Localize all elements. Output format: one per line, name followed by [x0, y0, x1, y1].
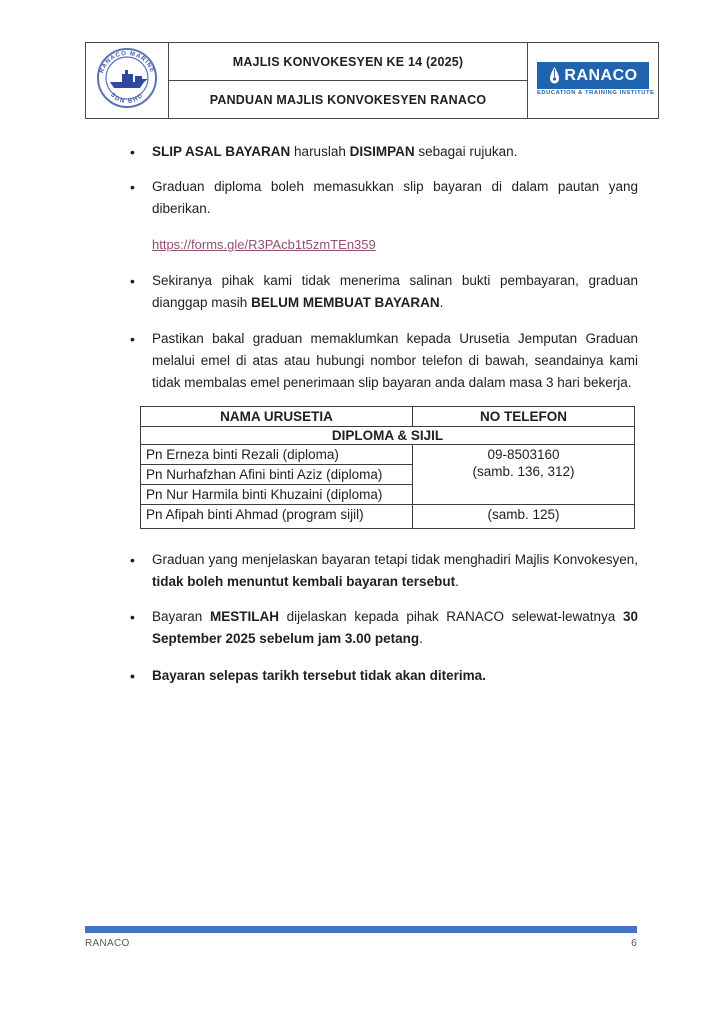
- bullet-text: 30 September 2025 sebelum jam 3.00 petang: [152, 609, 638, 646]
- ranaco-wordmark: RANACO: [564, 66, 638, 84]
- footer: [85, 938, 637, 949]
- bullet-text: haruslah: [290, 144, 350, 159]
- svg-text:RANACO MARINE: RANACO MARINE: [99, 50, 155, 75]
- doc-title-line2: PANDUAN MAJLIS KONVOKESYEN RANACO: [169, 81, 528, 119]
- staff-name-erneza: Pn Erneza binti Rezali (diploma): [141, 445, 413, 465]
- contact-table: [140, 406, 635, 529]
- ranaco-logo-box: [537, 62, 649, 89]
- phone-number: 09-8503160: [487, 447, 560, 462]
- col-header-nama: NAMA URUSETIA: [141, 407, 413, 427]
- diploma-phone-cell: [413, 445, 635, 505]
- table-row: [141, 505, 635, 529]
- header-brand-cell: [528, 43, 659, 119]
- payment-form-link-row: [85, 234, 638, 256]
- ranaco-tagline: EDUCATION & TRAINING INSTITUTE: [537, 90, 655, 96]
- staff-name-nurhafzhan: Pn Nurhafzhan Afini binti Aziz (diploma): [141, 465, 413, 485]
- ranaco-education-logo: [537, 62, 655, 96]
- contact-table-wrap: [140, 406, 638, 529]
- bullet-text: DISIMPAN: [349, 144, 415, 159]
- footer-accent-bar: [85, 926, 637, 933]
- ranaco-marine-seal-icon: [95, 46, 159, 110]
- ranaco-marine-logo: [95, 46, 159, 115]
- bullet-text: Graduan yang menjelaskan bayaran tetapi tidak menghadiri Majlis Konvokesyen,: [152, 552, 638, 567]
- ship-icon: [110, 70, 148, 88]
- bullet-text: .: [419, 631, 423, 646]
- bullet-tarikh-akhir: [85, 606, 638, 650]
- bullet-urusetia: [85, 328, 638, 394]
- bullet-pautan: [85, 176, 638, 220]
- sijil-phone-extension: (samb. 125): [413, 505, 635, 529]
- bullet-text: tidak boleh menuntut kembali bayaran tersebut: [152, 574, 456, 589]
- bullet-text: BELUM MEMBUAT BAYARAN: [251, 295, 440, 310]
- svg-text:SDN BHD: SDN BHD: [108, 92, 146, 106]
- bullet-text: sebagai rujukan.: [414, 144, 518, 159]
- bullet-text: SLIP ASAL BAYARAN: [152, 144, 291, 159]
- pen-nib-icon: [548, 66, 561, 86]
- staff-name-harmila: Pn Nur Harmila binti Khuzaini (diploma): [141, 485, 413, 505]
- phone-extension: (samb. 136, 312): [472, 464, 575, 479]
- header-logo-cell: [86, 43, 169, 119]
- bullet-slip-asal: [85, 141, 638, 163]
- doc-title-line1: MAJLIS KONVOKESYEN KE 14 (2025): [169, 43, 528, 81]
- bullet-selepas-tarikh: [85, 665, 638, 687]
- footer-page-number: 6: [631, 938, 637, 949]
- bullet-belum-bayar: [85, 270, 638, 314]
- payment-form-link[interactable]: https://forms.gle/R3PAcb1t5zmTEn359: [152, 237, 376, 252]
- table-section-row: [141, 427, 635, 445]
- section-diploma-sijil: DIPLOMA & SIJIL: [141, 427, 635, 445]
- bullet-text: .: [455, 574, 459, 589]
- bullet-text: MESTILAH: [209, 609, 279, 624]
- header-table: [85, 42, 659, 119]
- bullet-text: .: [439, 295, 444, 310]
- staff-name-afipah: Pn Afipah binti Ahmad (program sijil): [141, 505, 413, 529]
- bullet-text: dijelaskan kepada pihak RANACO selewat-lewatnya: [278, 609, 623, 624]
- col-header-telefon: NO TELEFON: [413, 407, 635, 427]
- table-header-row: [141, 407, 635, 427]
- bullet-text: Graduan diploma boleh memasukkan slip bayaran di dalam pautan yang diberikan.: [152, 179, 638, 216]
- document-body: [85, 132, 638, 687]
- bullet-text: Bayaran selepas tarikh tersebut tidak akan diterima.: [152, 668, 486, 683]
- footer-company: RANACO: [85, 938, 130, 949]
- bullet-text: Sekiranya pihak kami tidak menerima salinan bukti pembayaran, graduan dianggap masih: [152, 273, 638, 310]
- bullet-text: Pastikan bakal graduan memaklumkan kepada Urusetia Jemputan Graduan melalui emel di atas atau hubungi nombor telefon di bawah, seandainya kami tidak membalas emel penerimaan slip bayaran anda dalam masa 3 hari bekerja.: [152, 331, 638, 390]
- bullet-text: Bayaran: [152, 609, 210, 624]
- table-row: [141, 445, 635, 465]
- bullet-tidak-hadir: [85, 549, 638, 593]
